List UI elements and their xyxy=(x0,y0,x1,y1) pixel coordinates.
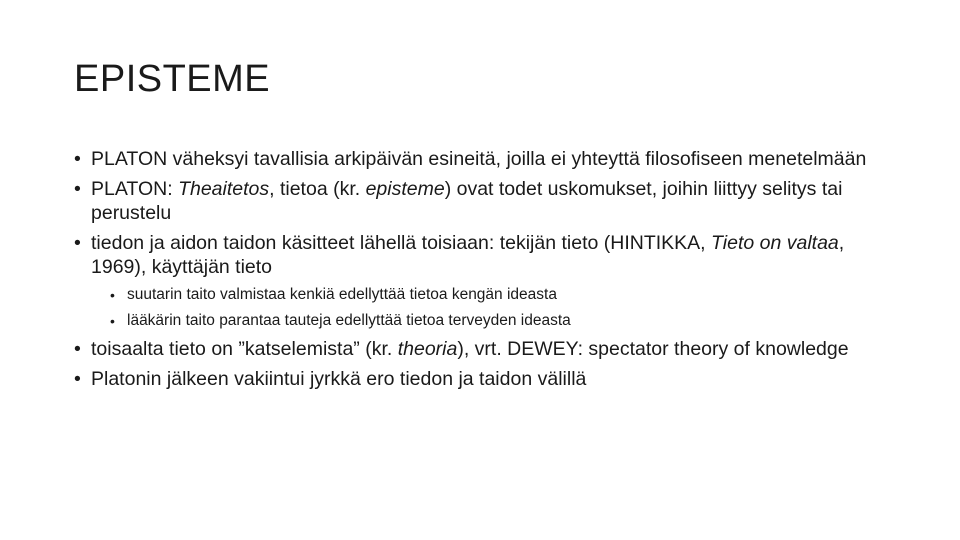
bullet-dot-icon: • xyxy=(74,338,81,360)
bullet-dot-icon: • xyxy=(110,287,115,303)
italic-book-title: Tieto on valtaa xyxy=(711,232,839,254)
bullet-text: ), vrt. DEWEY: spectator theory of knowledge xyxy=(457,338,849,360)
sub-bullet-text: suutarin taito valmistaa kenkiä edellyttää tietoa kengän ideasta xyxy=(127,286,557,303)
bullet-point xyxy=(74,337,904,361)
bullet-point xyxy=(74,231,904,279)
italic-term: Theaitetos xyxy=(178,178,270,200)
sub-bullet-point xyxy=(110,311,904,331)
bullet-text: tiedon ja aidon taidon käsitteet lähellä toisiaan: tekijän tieto (HINTIKKA, xyxy=(91,232,712,254)
bullet-point xyxy=(74,147,904,171)
sub-bullet-point xyxy=(110,285,904,305)
slide-body xyxy=(74,147,904,391)
sub-bullet-text: lääkärin taito parantaa tauteja edellyttää tietoa terveyden ideasta xyxy=(127,312,571,329)
bullet-text: PLATON: xyxy=(91,178,179,200)
bullet-dot-icon: • xyxy=(74,178,81,200)
italic-term: theoria xyxy=(397,338,458,360)
italic-term: episteme xyxy=(365,178,445,200)
bullet-text: Platonin jälkeen vakiintui jyrkkä ero tiedon ja taidon välillä xyxy=(91,368,587,390)
bullet-text: ) ovat todet uskomukset, joihin liittyy selitys tai perustelu xyxy=(91,178,843,224)
bullet-text: , tietoa (kr. xyxy=(269,178,366,200)
bullet-text: PLATON väheksyi tavallisia arkipäivän esineitä, joilla ei yhteyttä filosofiseen menetelmään xyxy=(91,148,867,170)
bullet-text: , 1969), käyttäjän tieto xyxy=(91,232,845,278)
bullet-dot-icon: • xyxy=(110,313,115,329)
bullet-point xyxy=(74,367,904,391)
bullet-dot-icon: • xyxy=(74,148,81,170)
bullet-point xyxy=(74,177,904,225)
bullet-text: toisaalta tieto on ”katselemista” (kr. xyxy=(91,338,398,360)
sub-bullet-list xyxy=(74,285,904,331)
slide-title: EPISTEME xyxy=(74,58,271,100)
bullet-dot-icon: • xyxy=(74,232,81,254)
bullet-dot-icon: • xyxy=(74,368,81,390)
